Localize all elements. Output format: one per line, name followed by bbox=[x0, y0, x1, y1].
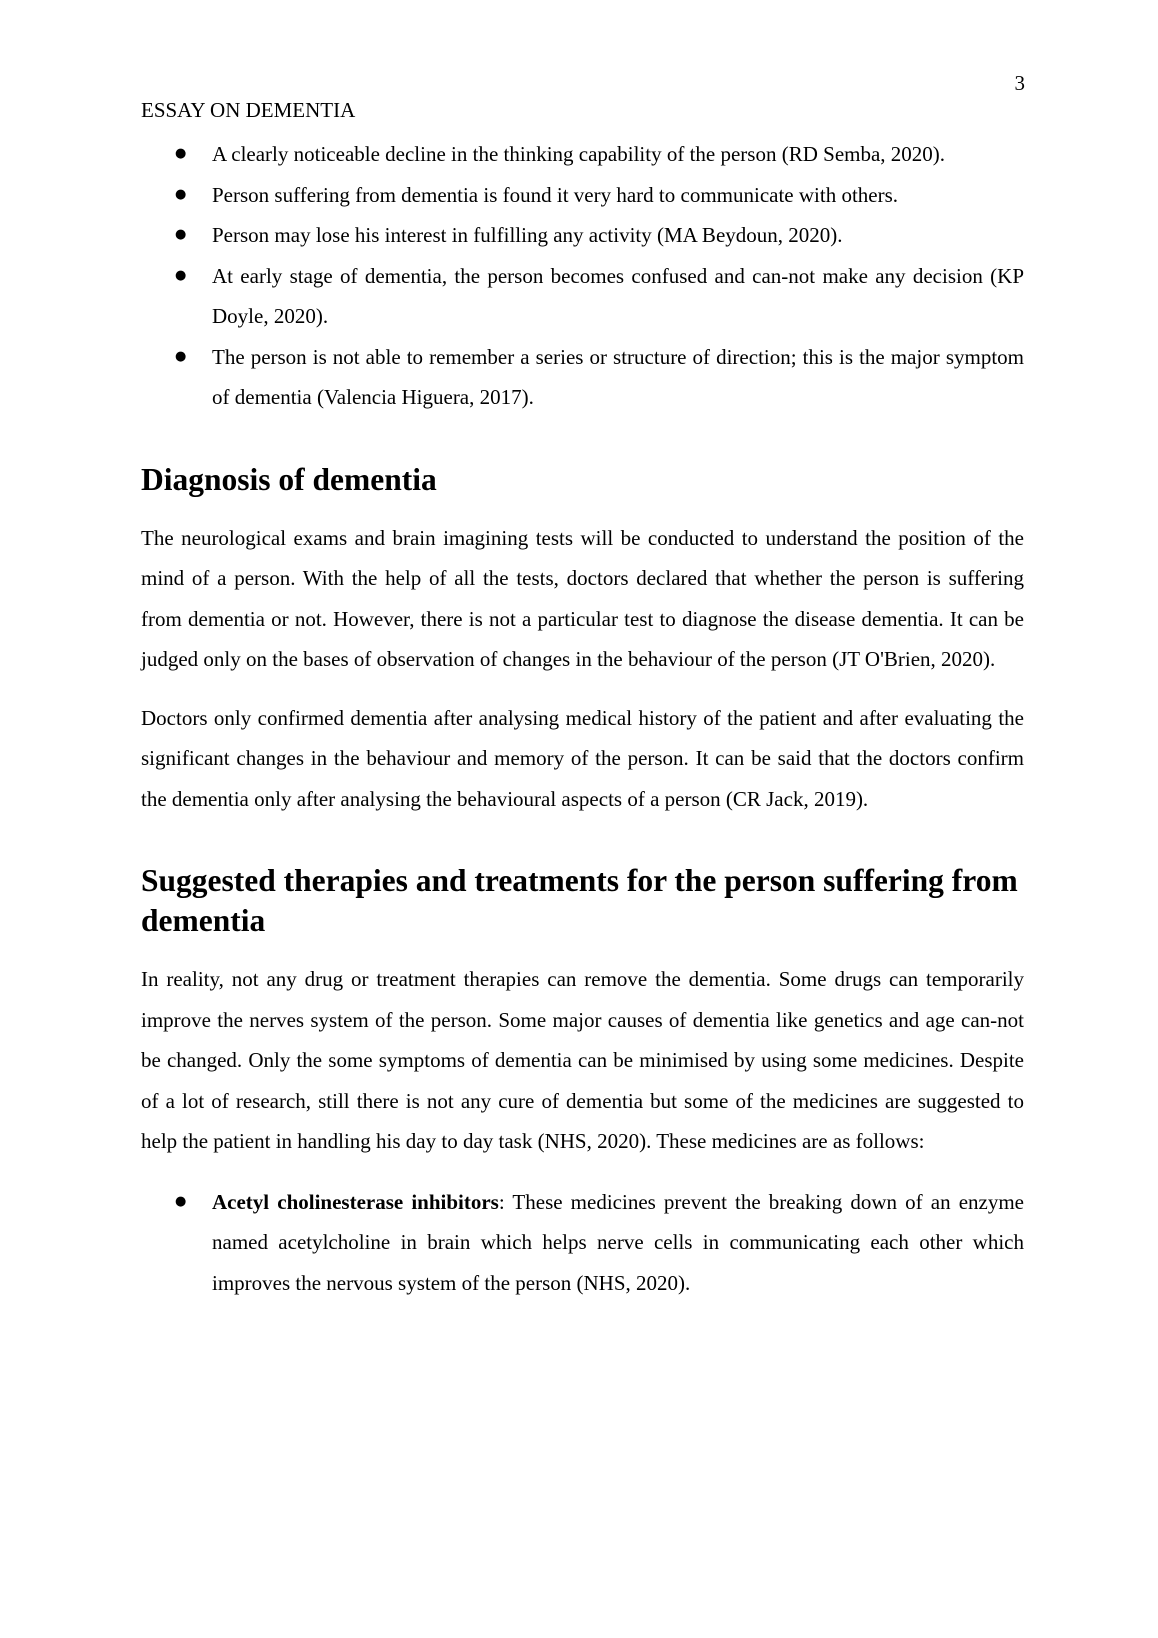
list-item: ● The person is not able to remember a series or structure of direction; this is the major symptom of dementia (Valencia Higuera, 2017). bbox=[141, 337, 1024, 418]
section-heading-diagnosis: Diagnosis of dementia bbox=[141, 461, 437, 497]
medicine-name: Acetyl cholinesterase inhibitors bbox=[212, 1189, 499, 1214]
list-item: ● Person may lose his interest in fulfilling any activity (MA Beydoun, 2020). bbox=[141, 215, 1024, 256]
list-item: ● At early stage of dementia, the person becomes confused and can-not make any decision (KP Doyle, 2020). bbox=[141, 256, 1024, 337]
document-body bbox=[141, 134, 1024, 1303]
medicine-description: : These medicines prevent the breaking down of an enzyme named acetylcholine in brain which helps nerve cells in communicating each other which improves the nervous system of the person (NHS, 2020). bbox=[212, 1189, 1024, 1295]
section-heading-treatments: Suggested therapies and treatments for the person suffering from dementia bbox=[141, 863, 1018, 938]
medicines-list bbox=[141, 1182, 1024, 1304]
page-number: 3 bbox=[1014, 71, 1025, 95]
diagnosis-paragraph-1: The neurological exams and brain imagining tests will be conducted to understand the position of the mind of a person. With the help of all the tests, doctors declared that whether the person is suffering from dementia or not. However, there is not a particular test to diagnose the disease dementia. It can be judged only on the bases of observation of changes in the behaviour of the person (JT O'Brien, 2020). bbox=[141, 525, 1024, 671]
symptoms-list bbox=[141, 134, 1024, 418]
list-item: ● Person suffering from dementia is found it very hard to communicate with others. bbox=[141, 175, 1024, 216]
diagnosis-paragraph-2: Doctors only confirmed dementia after analysing medical history of the patient and after evaluating the significant changes in the behaviour and memory of the person. It can be said that the doctors confirm the dementia only after analysing the behavioural aspects of a person (CR Jack, 2019). bbox=[141, 705, 1024, 811]
running-header: ESSAY ON DEMENTIA bbox=[141, 98, 356, 122]
list-item: ● A clearly noticeable decline in the thinking capability of the person (RD Semba, 2020). bbox=[141, 134, 1024, 175]
treatments-paragraph: In reality, not any drug or treatment therapies can remove the dementia. Some drugs can temporarily improve the nerves system of the person. Some major causes of dementia like genetics and age can-not be changed. Only the some symptoms of dementia can be minimised by using some medicines. Despite of a lot of research, still there is not any cure of dementia but some of the medicines are suggested to help the patient in handling his day to day task (NHS, 2020). These medicines are as follows: bbox=[141, 967, 1024, 1153]
list-item bbox=[141, 1182, 1024, 1304]
